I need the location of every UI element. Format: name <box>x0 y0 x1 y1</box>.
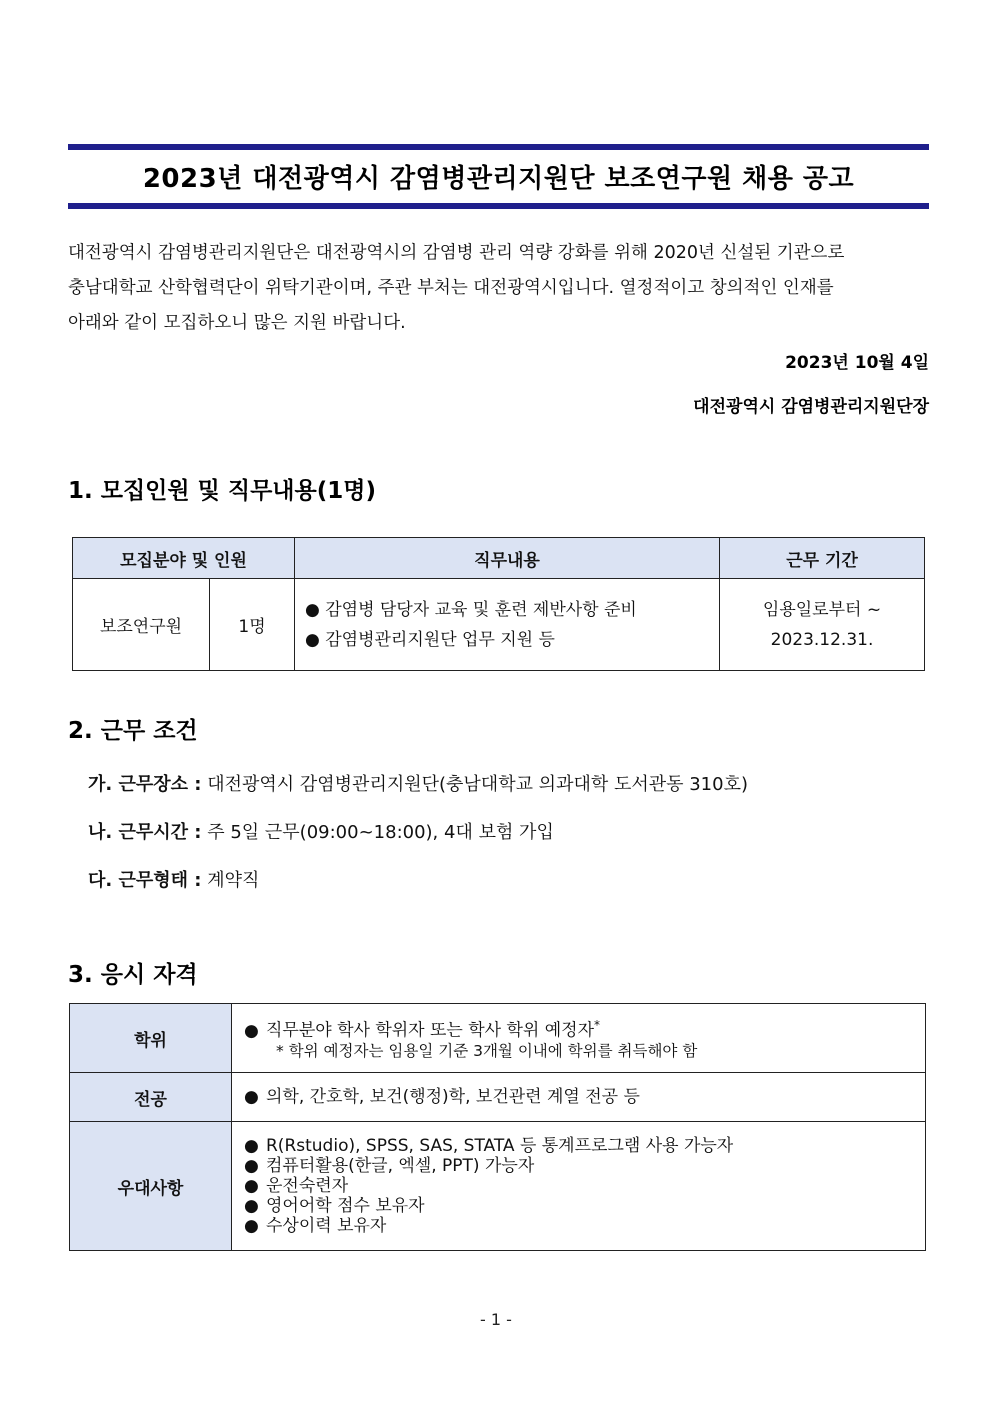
condition-value: 계약직 <box>201 870 260 891</box>
qualification-table <box>69 1003 926 1251</box>
cell-field: 보조연구원 <box>73 579 210 671</box>
header-field-count: 모집분야 및 인원 <box>73 538 295 579</box>
list-item: ● R(Rstudio), SPSS, SAS, STATA 등 통계프로그램 사용 가능자 <box>244 1136 734 1156</box>
title-bottom-rule <box>68 203 929 209</box>
row-body-preference <box>232 1122 926 1251</box>
list-item: ● 직무분야 학사 학위자 또는 학사 학위 예정자* <box>244 1018 601 1041</box>
bullet-icon: ● <box>244 1020 259 1041</box>
cell-duties <box>295 579 720 671</box>
list-item: ● 의학, 간호학, 보건(행정)학, 보건관련 계열 전공 등 <box>244 1087 640 1107</box>
section-3-heading: 3. 응시 자격 <box>68 962 198 988</box>
table-row <box>70 1004 926 1073</box>
condition-label: 다. 근무형태 : <box>88 870 202 891</box>
table-row <box>73 579 925 671</box>
section-1-heading: 1. 모집인원 및 직무내용(1명) <box>68 478 376 504</box>
period-line-1: 임용일로부터 ~ <box>762 599 882 620</box>
duty-item-1: ● 감염병 담당자 교육 및 훈련 제반사항 준비 <box>305 599 637 620</box>
condition-value: 대전광역시 감염병관리지원단(충남대학교 의과대학 도서관동 310호) <box>201 774 748 795</box>
recruitment-table-header <box>73 538 925 579</box>
row-head-degree: 학위 <box>70 1004 232 1073</box>
intro-line-1: 대전광역시 감염병관리지원단은 대전광역시의 감염병 관리 역량 강화를 위해 2020년 신설된 기관으로 <box>68 243 845 263</box>
section-2-heading: 2. 근무 조건 <box>68 718 198 744</box>
intro-line-3: 아래와 같이 모집하오니 많은 지원 바랍니다. <box>68 313 406 333</box>
bullet-icon: ● <box>244 1216 259 1236</box>
condition-type <box>88 866 259 892</box>
condition-label: 나. 근무시간 : <box>88 822 202 843</box>
row-head-preference: 우대사항 <box>70 1122 232 1251</box>
list-item: ● 컴퓨터활용(한글, 엑셀, PPT) 가능자 <box>244 1156 535 1176</box>
bullet-icon: ● <box>244 1196 259 1216</box>
bullet-icon: ● <box>244 1176 259 1196</box>
header-period: 근무 기간 <box>720 538 925 579</box>
cell-count: 1명 <box>210 579 295 671</box>
table-row <box>70 1122 926 1251</box>
degree-note: * 학위 예정자는 임용일 기준 3개월 이내에 학위를 취득해야 함 <box>276 1041 698 1060</box>
table-row <box>70 1073 926 1122</box>
recruitment-table <box>72 537 925 671</box>
row-body-major <box>232 1073 926 1122</box>
row-head-major: 전공 <box>70 1073 232 1122</box>
list-item: ● 운전숙련자 <box>244 1176 349 1196</box>
condition-location <box>88 770 748 796</box>
bullet-icon: ● <box>244 1156 259 1176</box>
condition-label: 가. 근무장소 : <box>88 774 202 795</box>
list-item: ● 영어어학 점수 보유자 <box>244 1196 425 1216</box>
footnote-star: * <box>594 1018 601 1033</box>
page-title: 2023년 대전광역시 감염병관리지원단 보조연구원 채용 공고 <box>142 164 855 194</box>
condition-value: 주 5일 근무(09:00~18:00), 4대 보험 가입 <box>201 822 554 843</box>
list-item: ● 수상이력 보유자 <box>244 1216 387 1236</box>
condition-hours <box>88 818 554 844</box>
period-line-2: 2023.12.31. <box>770 629 874 650</box>
header-duties: 직무내용 <box>295 538 720 579</box>
intro-line-2: 충남대학교 산학협력단이 위탁기관이며, 주관 부처는 대전광역시입니다. 열정적이고 창의적인 인재를 <box>68 278 834 298</box>
bullet-icon: ● <box>244 1136 259 1156</box>
cell-period <box>720 579 925 671</box>
intro-paragraph <box>68 236 929 341</box>
duty-item-2: ● 감염병관리지원단 업무 지원 등 <box>305 629 555 650</box>
announcement-date: 2023년 10월 4일 <box>785 353 929 373</box>
announcement-signer: 대전광역시 감염병관리지원단장 <box>693 397 929 417</box>
bullet-icon: ● <box>244 1087 259 1107</box>
page-number: - 1 - <box>480 1310 512 1329</box>
row-body-degree <box>232 1004 926 1073</box>
